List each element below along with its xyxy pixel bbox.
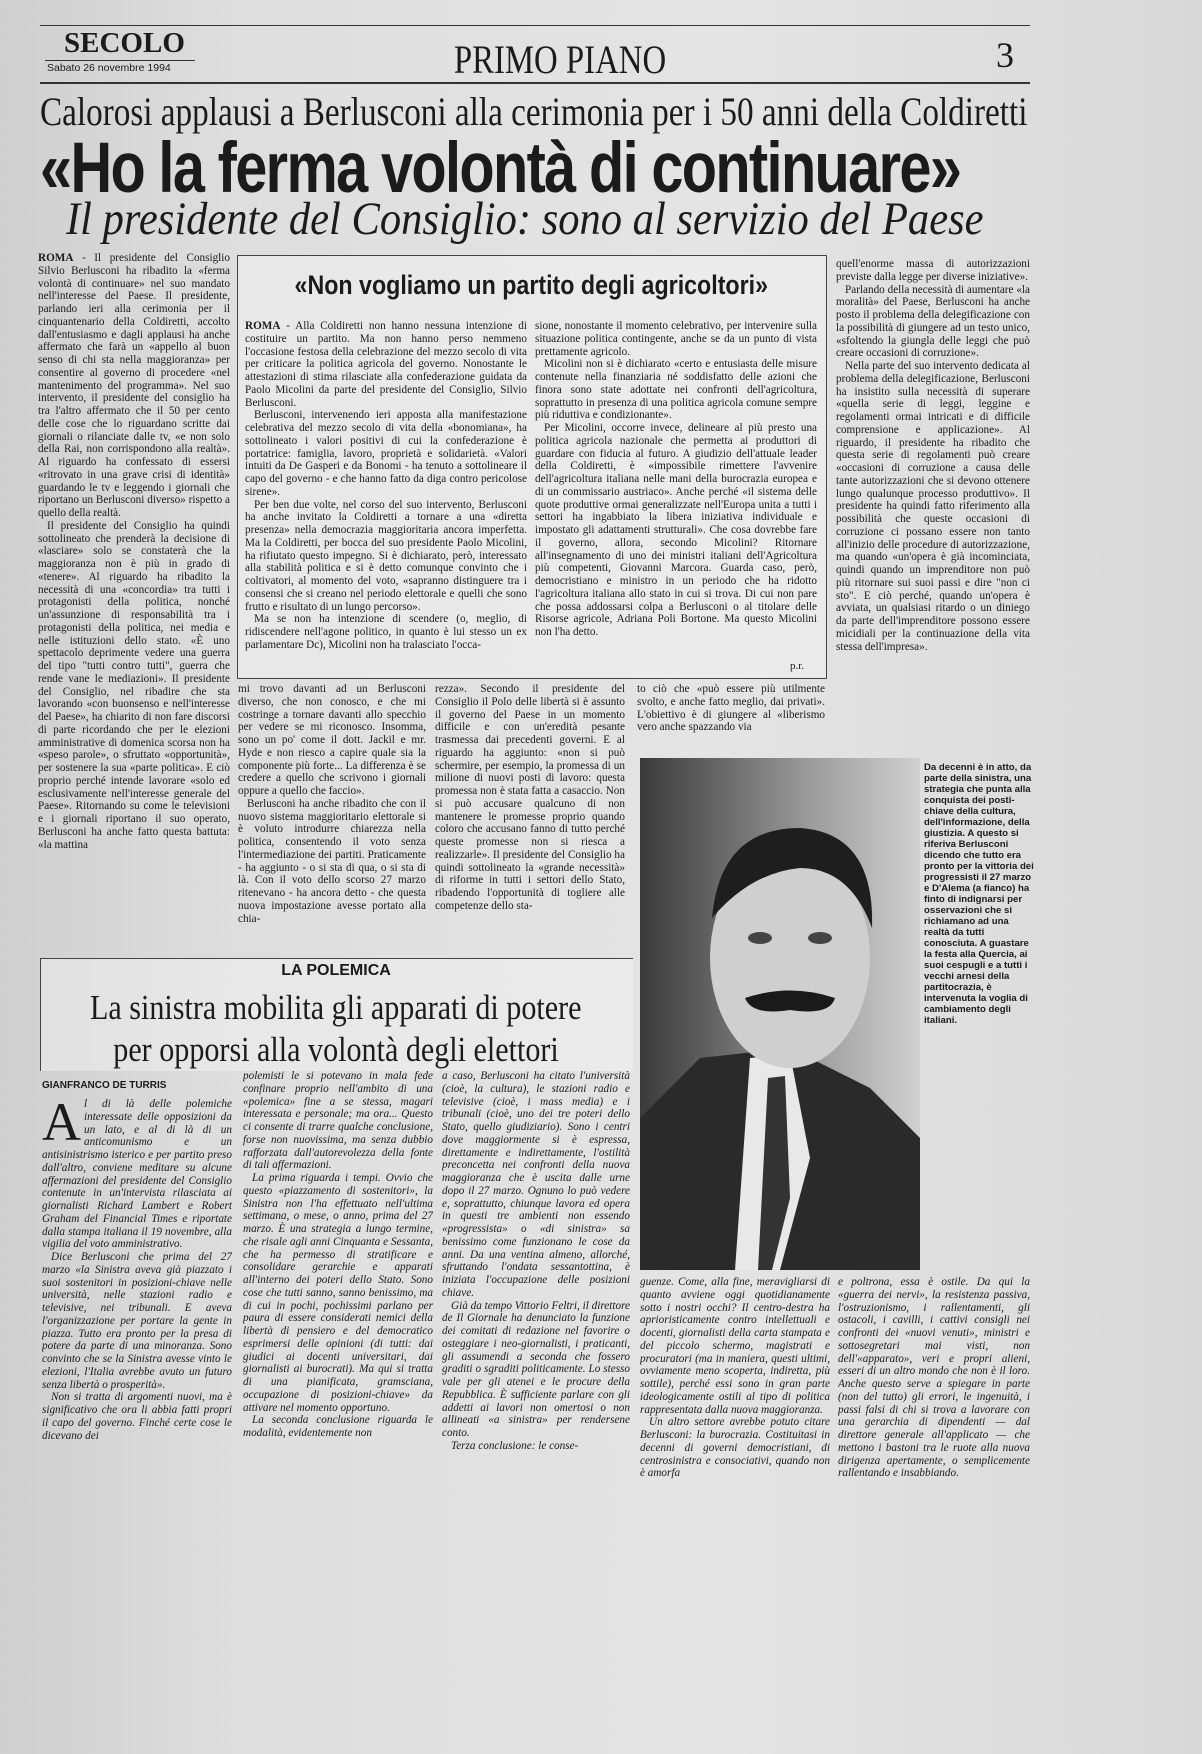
lead-deck: Il presidente del Consiglio: sono al servizio del Paese — [66, 193, 984, 245]
paragraph: mi trovo davanti ad un Berlusconi diverso, che non conosco, e che mi costringe a tornare davanti allo specchio per vedere se mi riconosco. Insomma, sono un po' come il dott. Jackil e mr. Hyde e non riesco a capire quale sia la componente più forte... La differenza è se credere a quello che scrivono i giornali oppure a quello che faccio». — [238, 683, 426, 797]
paragraph: Nella parte del suo intervento dedicata al problema della delegificazione, Berlusconi ha insistito sulla necessità di superare «quella serie di leggi, leggine e regolamenti ormai intricati e di difficile comprensione e applicazione». Al riguardo, il presidente ha ribadito che questa serie di regolamenti può creare «occasioni di corruzione a causa delle tante autorizzazioni che si devono ottenere lungo qualunque processo produttivo». Il presidente ha quindi fatto riferimento alla possibilità che queste occasioni di corruzione ci possano essere non tanto all'inizio delle procedure di autorizzazione, ma quando «un'opera è già incominciata, quindi quando un imprenditore non può più ritornare sui suoi passi e dire "non ci sto". E ciò perché, quando un'opera è avviata, un qualsiasi ritardo o un diniego da parte dell'imprenditore possono essere micidiali per la continuazione della vita stessa dell'impresa». — [836, 360, 1030, 653]
paragraph: a caso, Berlusconi ha citato l'università (cioè, la cultura), le stazioni radio e televisive (cioè, i mass media) e i tribunali (cioè, uno dei tre poteri dello Stato, quello giudiziario). Sono i centri dove maggiormente si è espressa, direttamente e indirettamente, l'ostilità preconcetta nei confronti della nuova maggioranza che è uscita dalle urne dopo il 27 marzo. Ognuno lo può vedere e, soprattutto, chiunque lavora ed opera in questi tre ambienti non essendo «progressista» o «di sinistra» sa benissimo come funzionano le cose da anni. Da una ventina almeno, allorché, sfruttando l'ondata sessantottina, è iniziata l'occupazione delle posizioni chiave. — [442, 1070, 630, 1299]
paragraph: Un altro settore avrebbe potuto citare Berlusconi: la burocrazia. Costituitasi in decenni di governi democristiani, di centrosinistra e consociativi, quando non è amorfa — [640, 1416, 830, 1480]
section-title: PRIMO PIANO — [453, 37, 667, 82]
paragraph: Ma se non ha intenzione di scendere (o, meglio, di ridiscendere nell'agone politico, in quanto è lui stesso un ex parlamentare Dc), Micolini non ha tralasciato l'occa- — [245, 613, 527, 651]
paragraph: sione, nonostante il momento celebrativo, per intervenire sulla situazione politica contingente, anche se da un punto di vista prettamente agricolo. — [535, 320, 817, 358]
dateline: ROMA — [38, 252, 74, 264]
paragraph: La seconda conclusione riguarda le modalità, evidentemente non — [243, 1414, 433, 1439]
newspaper-logo: SECOLO — [64, 27, 185, 59]
lead-column-3 — [435, 683, 625, 943]
paragraph: l di là delle polemiche interessate delle opposizioni da un lato, e al di là di un anticomunismo e un antisinistrismo isterico e per partito preso dall'altro, conviene meditare su alcune affermazioni del presidente del Consiglio contenute in un'intervista rilasciata ai giornalisti Richard Lambert e Robert Graham del Financial Times e riportate dalla stampa italiana il 19 novembre, alla vigilia del voto amministrativo. — [42, 1098, 232, 1251]
paragraph: - Alla Coldiretti non hanno nessuna intenzione di costituire un partito. Ma non hanno perso nemmeno l'occasione festosa della celebrazione del mezzo secolo di vita per criticare la politica agricola del governo. Nonostante le attestazioni di stima rilasciate alla confederazione guidata da Paolo Micolini da parte del presidente del Consiglio, Silvio Berlusconi. — [245, 320, 527, 409]
issue-date: Sabato 26 novembre 1994 — [47, 62, 171, 74]
paragraph: to ciò che «può essere più utilmente svolto, e anche fatto meglio, dai privati». L'obiettivo è di giungere al «liberismo vero anche spazzando via — [637, 683, 825, 734]
lead-column-left — [38, 252, 230, 942]
sidebar-column-1 — [245, 320, 527, 672]
polemica-column-4 — [640, 1276, 830, 1734]
lead-column-2 — [238, 683, 426, 943]
lead-kicker: Calorosi applausi a Berlusconi alla cerimonia per i 50 anni della Coldiretti — [40, 89, 1028, 134]
paragraph: Già da tempo Vittorio Feltri, il direttore de Il Giornale ha denunciato la funzione dei comitati di redazione nel favorire o osteggiare i neo-giornalisti, i praticanti, gli assumendi a seconda che fossero graditi o sgraditi politicamente. Lo stesso vale per gli atenei e le procure della Repubblica. È sufficiente parlare con gli addetti ai lavori non omertosi o non allineati «a sinistra» per rendersene conto. — [442, 1299, 630, 1439]
lead-column-4 — [637, 683, 825, 743]
polemica-headline-line2: per opporsi alla volontà degli elettori — [113, 1030, 559, 1069]
paragraph: rezza». Secondo il presidente del Consiglio il Polo delle libertà si è assunto il governo del Paese in un momento difficile e con un'eredità pesante trasmessa dai precedenti governi. E al riguardo ha aggiunto: «non si può schermire, per esempio, la promessa di un milione di nuovi posti di lavoro: questa promessa non è stata fatta a casaccio. Non si può accusare qualcuno di non mantenere le promesse proprio quando coloro che accusano fanno di tutto perché queste promesse non si riesca a realizzarle». Il presidente del Consiglio ha quindi sottolineato la «grande necessità» di riforme in tutti i settori dello Stato, ribadendo l'opportunità di togliere alle competenze dello sta- — [435, 683, 625, 912]
paragraph: Per ben due volte, nel corso del suo intervento, Berlusconi ha anche invitato la Coldiretti a tornare a una «diretta presenza» nella democrazia maggioritaria ancora imperfetta. Ma la Coldiretti, per bocca del suo presidente Paolo Micolini, ha rifiutato questo impegno. Si è dichiarato, però, interessato alla stabilità politica e si è detto comunque convinto che i coltivatori, al momento del voto, «sapranno distinguere tra i consensi che si creano nel periodo elettorale e quelli che sono frutto e risultato di un lungo percorso». — [245, 498, 527, 613]
paragraph: quell'enorme massa di autorizzazioni previste dalla legge per diverse iniziative». — [836, 258, 1030, 283]
lead-column-right — [836, 258, 1030, 754]
polemica-column-3 — [442, 1070, 630, 1734]
lead-headline: «Ho la ferma volontà di continuare» — [40, 129, 961, 208]
page-number: 3 — [996, 35, 1014, 75]
polemica-column-2 — [243, 1070, 433, 1734]
paragraph: guenze. Come, alla fine, meravigliarsi di quanto avviene oggi quotidianamente sotto i nostri occhi? Il centro-destra ha aprioristicamente contro intellettuali e docenti, giornalisti della carta stampata e del piccolo schermo, magistrati e procuratori (ma in maniera, questi ultimi, ovviamente meno scoperta, indiretta, più sottile), perché essi sono in gran parte ideologicamente ostili al tipo di politica rappresentata dalla nuova maggioranza. — [640, 1276, 830, 1416]
paragraph: Il presidente del Consiglio ha quindi sottolineato che prenderà la decisione di «lasciare» solo se constaterà che la maggioranza non è più in grado di «tenere». Al riguardo ha ribadito la necessità di una «concordia» tra tutti i protagonisti della politica, nonché un'assunzione di responsabilità tra i protagonisti della politica, nei media e nelle istituzioni dello stato. «È uno spettacolo deprimente vedere una guerra del tipo "tutti contro tutti", guerra che rende vane le mediazioni». Il presidente del Consiglio, nel ribadire che sta lavorando «con buonsenso e nell'interesse del Paese», ha chiarito di non fare discorsi di parte ricordando che per le elezioni amministrative di domenica scorsa non ha «speso parole», o sfruttato «opportunità», per sostenere la sua «parte politica». E ciò proprio perché intende lavorare «solo ed esclusivamente nell'interesse generale del Paese». Ritornando su come le televisioni e i giornali riportano il suo operato, Berlusconi ha anche fatto questa battuta: «la mattina — [38, 519, 230, 851]
paragraph: Terza conclusione: le conse- — [451, 1439, 579, 1452]
paragraph: Non si tratta di argomenti nuovi, ma è significativo che ora li abbia fatti propri il capo del governo. Finché certe cose le dicevano dei — [42, 1391, 232, 1442]
paragraph: Berlusconi, intervenendo ieri apposta alla manifestazione celebrativa del mezzo secolo di vita della «bonomiana», ha sottolineato i valori positivi di cui la confederazione è portatrice: famiglia, lavoro, proprietà e solidarietà. «Valori intuiti da De Gasperi e da Bonomi - ha tenuto a sottolineare il capo del governo - e che hanno fatto da diga contro pericolose sirene». — [245, 409, 527, 498]
sidebar-signature: p.r. — [790, 660, 805, 672]
polemica-column-1 — [42, 1098, 232, 1734]
byline: GIANFRANCO DE TURRIS — [42, 1080, 167, 1091]
paragraph: Micolini non si è dichiarato «certo e entusiasta delle misure contenute nella finanziaria né soddisfatto delle azioni che finora sono state adottate nei confronti dell'agricoltura, soprattutto in presenza di una politica agricola comune sempre più riduttiva e condizionante». — [535, 358, 817, 422]
portrait-photo — [640, 758, 920, 1270]
paragraph: - Il presidente del Consiglio Silvio Berlusconi ha ribadito la «ferma volontà di continuare» nel suo mandato nell'interesse del Paese. Il presidente, parlando ieri alla cerimonia per il cinquantenario della Coldiretti, accolto dall'entusiasmo e dagli applausi ha anche affermato che farà un «appello al buon senso di chi sta nella maggioranza» per consentire al governo di procedere «nel mantenimento del programma». Nel suo intervento, il presidente del consiglio ha tra l'altro affermato che il 50 per cento delle cose che lo riguardano scritte dai giornali o rilanciate dalle tv, «e non solo della Rai, non corrispondono alla realtà». Al riguardo ha confessato di essersi «ritrovato in una grave crisi di identità» guardando le tv e leggendo i giornali che riportano un Berlusconi diverso» rispetto a quello della realtà. — [38, 252, 230, 519]
paragraph: polemisti le si potevano in mala fede confinare proprio nell'ambito di una «polemica» fine a se stessa, magari interessata e personale; ma ora... Questo ci consente di trarre qualche conclusione, forse non nuovissima, ma senza dubbio rafforzata dall'autorevolezza della fonte di tali affermazioni. — [243, 1070, 433, 1172]
paragraph: La prima riguarda i tempi. Ovvio che questo «piazzamento di sostenitori», la Sinistra non l'ha effettuato nell'ultima settimana, o mese, o anno, prima del 27 marzo. È una strategia a lungo termine, che risale agli anni Cinquanta e Sessanta, che ha permesso di stratificare e consolidare gerarchie e apparati all'interno dei poteri dello Stato. Sono cose che tutti sanno, sanno benissimo, ma di cui in pochi, pochissimi parlano per paura di essere considerati nemici della libertà di pensiero e del democratico esprimersi delle opinioni (di tutti: dai giudici ai docenti universitari, dai giornalisti ai burocrati). Ma qui si tratta di una pianificata, gramsciana, occupazione di posizioni-chiave» da attivare nel momento opportuno. — [243, 1172, 433, 1414]
paragraph: Parlando della necessità di aumentare «la moralità» del Paese, Berlusconi ha anche posto il problema della delegificazione con la possibilità di giungere ad un testo unico, «sfoltendo la giungla delle leggi che può creare occasioni di corruzione». — [836, 283, 1030, 360]
paragraph: Berlusconi ha anche ribadito che con il nuovo sistema maggioritario elettorale si è voluto introdurre chiarezza nella politica, consentendo il voto senza l'intermediazione dei partiti. Praticamente - ha aggiunto - o si sta di qua, o si sta di là. Con il voto dello scorso 27 marzo ritenevano - ha ancora detto - che questa nuova impostazione avesse portato alla chia- — [238, 797, 426, 925]
sidebar-column-2 — [535, 320, 817, 660]
polemica-kicker: LA POLEMICA — [281, 962, 391, 979]
sidebar-headline: «Non vogliamo un partito degli agricoltori» — [294, 270, 768, 300]
polemica-headline-line1: La sinistra mobilita gli apparati di potere — [90, 988, 582, 1027]
polemica-column-5 — [838, 1276, 1030, 1734]
drop-cap: A — [42, 1098, 81, 1152]
photo-caption: Da decenni è in atto, da parte della sinistra, una strategia che punta alla conquista dei posti-chiave della cultura, dell'informazione, della giustizia. A questo si riferiva Berlusconi dicendo che tutto era pronto per la vittoria dei progressisti il 27 marzo e D'Alema (a fianco) ha finto di indignarsi per osservazioni che si richiamano ad una realtà da tutti conosciuta. A guastare la festa alla Quercia, ai suoi cespugli e a tutti i vecchi arnesi della partitocrazia, è intervenuta la voglia di cambiamento degli italiani. — [924, 762, 1034, 1026]
paragraph: Dice Berlusconi che prima del 27 marzo «la Sinistra aveva già piazzato i suoi sostenitori in posizioni-chiave nelle università, nelle stazioni radio e televisive, nei tribunali. E aveva l'organizzazione per portare la gente in piazza. Tutto era pronto per la presa di potere da parte di una minoranza. Sono convinto che se la Sinistra avesse vinto le elezioni, l'Italia avrebbe avuto un futuro senza libertà o prosperità». — [42, 1251, 232, 1391]
paragraph: e poltrona, essa è ostile. Da qui la «guerra dei nervi», la resistenza passiva, l'ostruzionismo, i rallentamenti, gli ostacoli, i cavilli, i cattivi consigli nei confronti dei «nuovi venuti», ministri e sottosegretari mai visti, non dell'«apparato», veri e propri alieni, esseri di un altro mondo che non è il loro. Anche questo serve a spiegare in parte (non del tutto) gli errori, le ingenuità, i passi falsi di chi si trova a lavorare con una gerarchia di dipendenti — dal direttore generale all'applicato — che mettono i bastoni tra le ruote alla nuova dirigenza apertamente, o semplicemente rallentando e insabbiando. — [838, 1276, 1030, 1480]
paragraph: Per Micolini, occorre invece, delineare al più presto una politica agricola nazionale che permetta ai produttori di guardare con fiducia al futuro. A giudizio dell'attuale leader della Coldiretti, è «impossibile rimettere l'avvenire dell'agricoltura italiana nelle mani della burocrazia europea e di un commissario austriaco». Anche perché «il sistema delle quote produttive ormai generalizzate nell'Europa unita a tutti i settori ha ingabbiato la libera iniziativa individuale e impostato gli adattamenti strutturali». Che cosa dovrebbe fare il governo, allora, secondo Micolini? Ritornare all'insegnamento di uno dei ministri italiani dell'Agricoltura più competenti, Giovanni Marcora. Guarda caso, però, democristiano e ministro in un periodo che ha ridotto l'agricoltura italiana allo stato in cui si trova. Di cui non pare che possa addossarsi colpa a Berlusconi o al titolare delle Risorse agricole, Adriana Poli Bortone. Ma questo Micolini non l'ha detto. — [535, 422, 817, 638]
dateline: ROMA — [245, 320, 281, 332]
